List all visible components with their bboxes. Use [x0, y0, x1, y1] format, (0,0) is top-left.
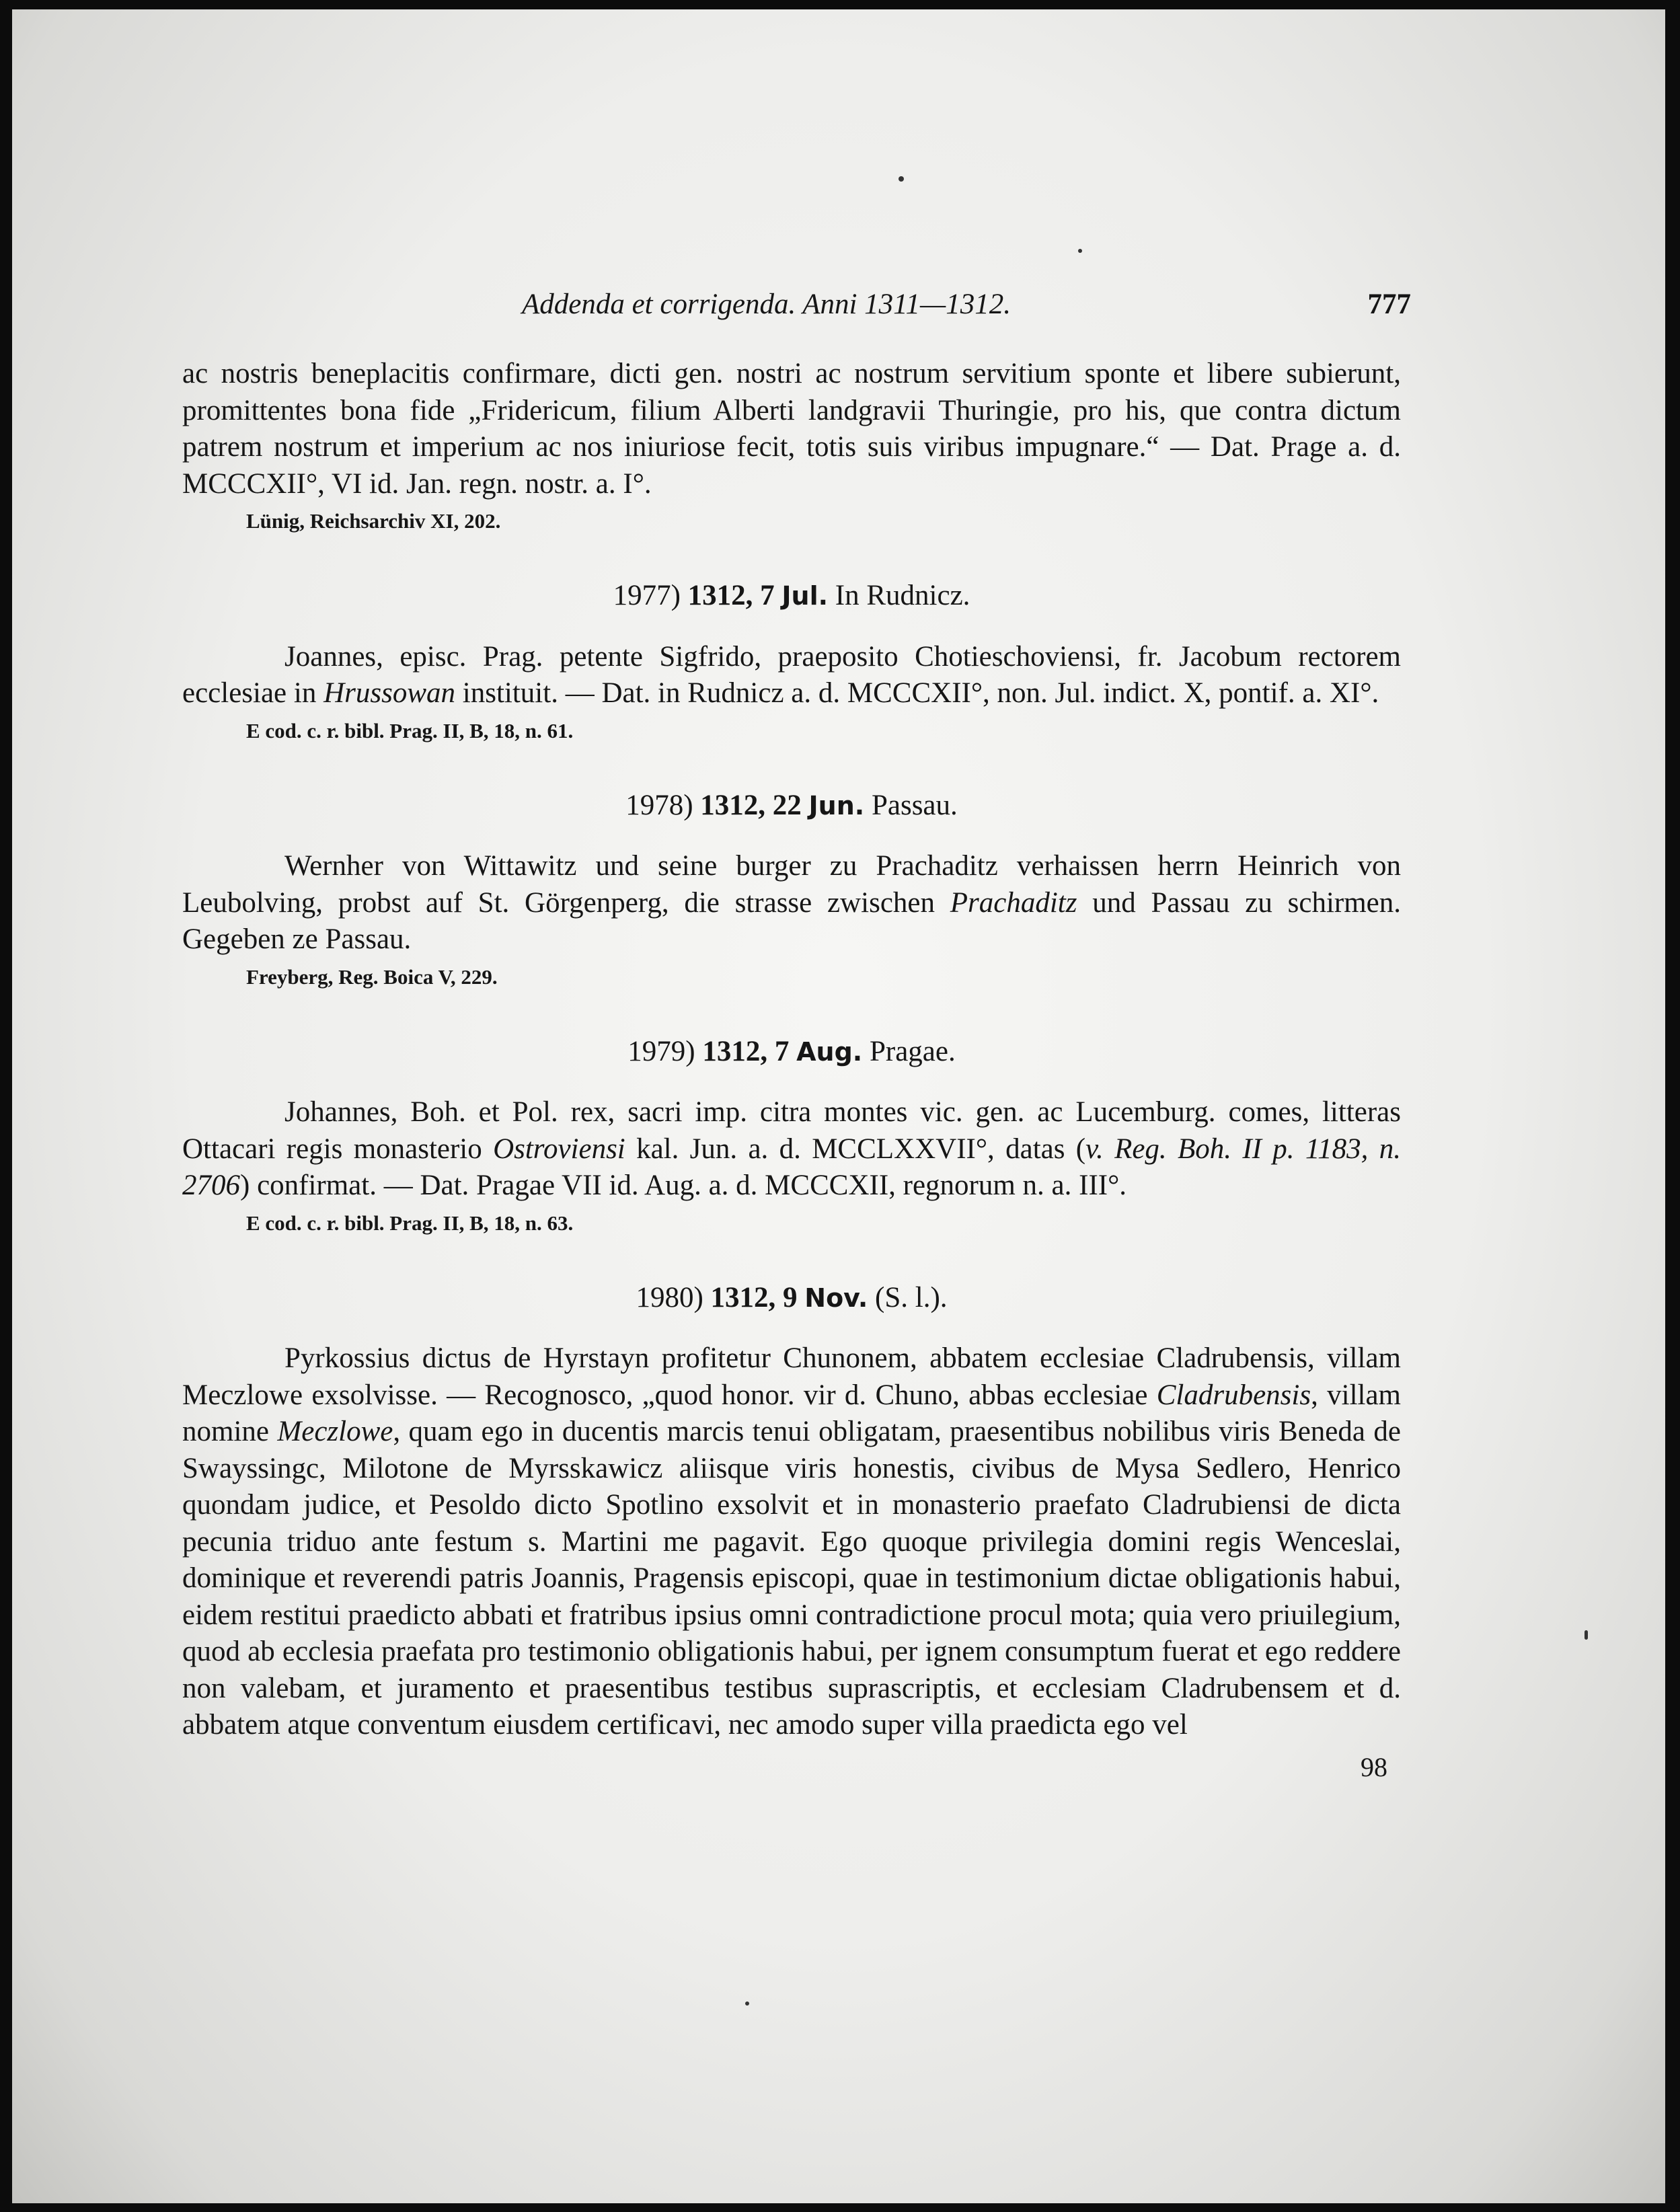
entry-number: 1978) — [625, 789, 693, 821]
page-text — [182, 356, 1401, 1786]
italic-run: Ostroviensi — [493, 1133, 625, 1165]
text-run: kal. Jun. a. d. MCCLXXVII°, datas ( — [625, 1133, 1086, 1165]
scan-speck — [1584, 1630, 1588, 1640]
italic-run: v. Reg. Boh. II p. 1183, n. 2706 — [182, 1133, 1401, 1201]
text-run: , quam ego in ducentis marcis tenui obligatam, praesentibus nobilibus viris Beneda de Swayssingc, Milotone de Myrsskawicz aliisque viris honestis, civibus de Mysa Sedlero, Henrico quondam judice, et Pesoldo dicto Spotlino exsolvit et in monasterio praefato Cladrubiensi de dicta pecunia triduo ante festum s. Martini me pagavit. Ego quoque privilegia domini regis Wenceslai, dominique et reverendi patris Joannis, Pragensis episcopi, quae in testimonium dictae obligationis habui, eidem restitui praedicto abbati et fratribus ipsius omni contradictione procul mota; quia vero priuilegium, quod ab ecclesia praefata pro testimonio obligationis habui, per ignem consumptum fuerat et ego reddere non valebam, et juramento et praesentibus testibus suprascriptis, et ecclesiam Cladrubensem et d. abbatem atque conventum eiusdem certificavi, nec amodo super villa praedicta ego vel — [182, 1416, 1401, 1741]
entry-date: 1312, 7 — [687, 580, 775, 611]
scan-speck — [1078, 249, 1082, 253]
italic-run: Prachaditz — [950, 886, 1077, 919]
entry-date: 1312, 7 — [702, 1035, 790, 1067]
entry-month: Nov. — [804, 1283, 868, 1313]
entry-heading-1978 — [182, 788, 1401, 825]
text-run: , villam nomine — [182, 1379, 1401, 1447]
entry-number: 1979) — [627, 1035, 695, 1067]
page-number: 777 — [1367, 289, 1411, 320]
text-run: instituit. — Dat. in Rudnicz a. d. MCCCXII°, non. Jul. indict. X, pontif. a. XI°. — [455, 677, 1379, 709]
entry-place: Passau. — [871, 789, 958, 821]
entry-source-1979: E cod. c. r. bibl. Prag. II, B, 18, n. 63. — [246, 1211, 574, 1235]
entry-month: Jul. — [781, 581, 829, 611]
italic-run: Meczlowe — [277, 1416, 393, 1447]
entry-text-1980 — [182, 1340, 1401, 1744]
entry-date: 1312, 22 — [700, 789, 802, 821]
running-header — [192, 288, 1411, 335]
entry-source-1978: Freyberg, Reg. Boica V, 229. — [246, 964, 498, 989]
entry-place: Pragae. — [869, 1035, 956, 1067]
entry-place: In Rudnicz. — [835, 580, 970, 611]
italic-run: Cladrubensis — [1156, 1379, 1311, 1411]
text-run: und Passau zu schirmen. Gegeben ze Passau. — [182, 886, 1402, 955]
italic-run: Hrussowan — [323, 677, 456, 709]
entry-month: Aug. — [796, 1036, 863, 1067]
scan-speck — [899, 176, 904, 182]
entry-date: 1312, 9 — [710, 1281, 798, 1313]
continuation-text: ac nostris beneplacitis confirmare, dicti gen. nostri ac nostrum servitium sponte et libere subierunt, promittentes bona fide „Fridericum, filium Alberti landgravii Thuringie, pro his, que contra dictum patrem nostrum et imperium ac nos iniuriose fecit, totis suis viribus impugnare.“ — Dat. Prage a. d. MCCCXII°, VI id. Jan. regn. nostr. a. I°. — [182, 358, 1401, 500]
running-title: Addenda et corrigenda. Anni 1311—1312. — [522, 289, 1011, 320]
entry-place: (S. l.). — [875, 1281, 948, 1313]
entry-number: 1980) — [636, 1281, 703, 1313]
text-run: Joannes, episc. Prag. petente Sigfrido, praeposito Chotieschoviensi, fr. Jacobum rectorem ecclesiae in — [182, 640, 1401, 709]
scanned-page — [12, 9, 1665, 2203]
signature-mark: 98 — [1361, 1751, 1387, 1782]
entry-text-1978 — [182, 848, 1401, 958]
entry-heading-1980 — [182, 1280, 1401, 1317]
continuation-source: Lünig, Reichsarchiv XI, 202. — [246, 509, 501, 533]
entry-number: 1977) — [613, 580, 681, 611]
text-run: Pyrkossius dictus de Hyrstayn profitetur Chunonem, abbatem ecclesiae Cladrubensis, villam Meczlowe exsolvisse. — Recognosco, „quod honor. vir d. Chuno, abbas ecclesiae — [182, 1342, 1401, 1411]
text-run: Johannes, Boh. et Pol. rex, sacri imp. citra montes vic. gen. ac Lucemburg. comes, litteras Ottacari regis monasterio — [182, 1096, 1401, 1165]
entry-heading-1977 — [182, 578, 1401, 615]
scan-speck — [745, 2001, 749, 2006]
entry-heading-1979 — [182, 1034, 1401, 1071]
text-run: ) confirmat. — Dat. Pragae VII id. Aug. a. d. MCCCXII, regnorum n. a. III°. — [240, 1170, 1127, 1201]
entry-source-1977: E cod. c. r. bibl. Prag. II, B, 18, n. 61. — [246, 718, 574, 742]
entry-text-1977 — [182, 639, 1401, 712]
entry-text-1979 — [182, 1094, 1401, 1205]
entry-month: Jun. — [808, 790, 865, 821]
text-run: Wernher von Wittawitz und seine burger zu Prachaditz verhaissen herrn Heinrich von Leubolving, probst auf St. Görgenperg, die strasse zwischen — [182, 850, 1401, 919]
